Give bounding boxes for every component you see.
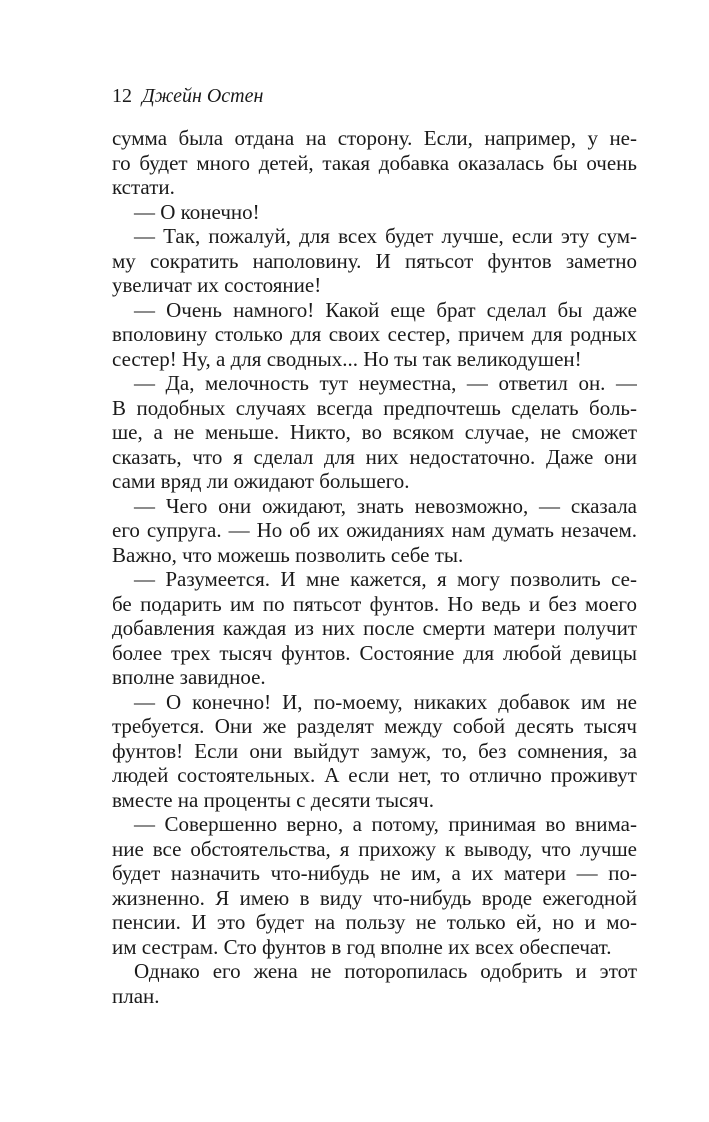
text-line: план. — [112, 983, 160, 1008]
running-head — [112, 84, 263, 108]
text-line: — Разумеется. И мне кажется, я могу позволить се- — [134, 567, 637, 591]
text-line: жизненно. Я имею в виду что-нибудь вроде ежегодной — [112, 885, 637, 910]
text-line: вместе на проценты с десяти тысяч. — [112, 787, 434, 812]
text-line: — Очень намного! Какой еще брат сделал бы даже — [134, 297, 637, 322]
text-line: им сестрам. Сто фунтов в год вполне их всех обеспечат. — [112, 934, 612, 959]
text-line: вполовину столько для своих сестер, причем для родных — [112, 322, 637, 346]
text-line: — О конечно! И, по-моему, никаких добавок им не — [134, 689, 637, 714]
text-line: его супруга. — Но об их ожиданиях нам думать незачем. — [112, 518, 637, 542]
text-line: более трех тысяч фунтов. Состояние для любой девицы — [112, 640, 637, 665]
text-line: сестер! Ну, а для сводных... Но ты так великодушен! — [112, 346, 582, 371]
text-line: фунтов! Если они выйдут замуж, то, без сомнения, за — [112, 738, 637, 763]
running-head-author: Джейн Остен — [142, 85, 264, 107]
text-line: сами вряд ли ожидают большего. — [112, 469, 410, 493]
text-line: требуется. Они же разделят между собой десять тысяч — [112, 714, 637, 738]
text-line: го будет много детей, такая добавка оказалась бы очень — [112, 150, 637, 175]
text-line: сумма была отдана на сторону. Если, например, у не- — [112, 126, 637, 150]
text-line: вполне завидное. — [112, 665, 266, 689]
text-line: — Чего они ожидают, знать невозможно, — сказала — [134, 493, 637, 518]
text-line: добавления каждая из них после смерти матери получит — [112, 616, 637, 640]
text-line: Однако его жена не поторопилась одобрить и этот — [134, 959, 637, 983]
text-line: увеличат их состояние! — [112, 273, 322, 297]
text-line: будет назначить что-нибудь не им, а их матери — по- — [112, 861, 637, 885]
text-line: — Совершенно верно, а потому, принимая во внима- — [134, 812, 637, 836]
text-line: сказать, что я сделал для них недостаточно. Даже они — [112, 444, 637, 469]
text-line: Важно, что можешь позволить себе ты. — [112, 542, 464, 567]
text-line: бе подарить им по пятьсот фунтов. Но ведь и без моего — [112, 591, 637, 616]
text-line: ше, а не меньше. Никто, во всяком случае, не сможет — [112, 420, 637, 444]
text-line: — Так, пожалуй, для всех будет лучше, если эту сум- — [134, 224, 637, 248]
text-line: кстати. — [112, 175, 175, 199]
text-line: — Да, мелочность тут неуместна, — ответил он. — — [134, 371, 637, 395]
body-text — [112, 126, 637, 1008]
page-number: 12 — [112, 85, 132, 107]
text-line: людей состоятельных. А если нет, то отлично проживут — [112, 763, 637, 787]
text-line: В подобных случаях всегда предпочтешь сделать боль- — [112, 395, 637, 420]
text-line: — О конечно! — [134, 199, 260, 224]
text-line: му сократить наполовину. И пятьсот фунтов заметно — [112, 248, 637, 273]
text-line: пенсии. И это будет на пользу не только ей, но и мо- — [112, 910, 637, 934]
text-line: ние все обстоятельства, я прихожу к выводу, что лучше — [112, 836, 637, 861]
